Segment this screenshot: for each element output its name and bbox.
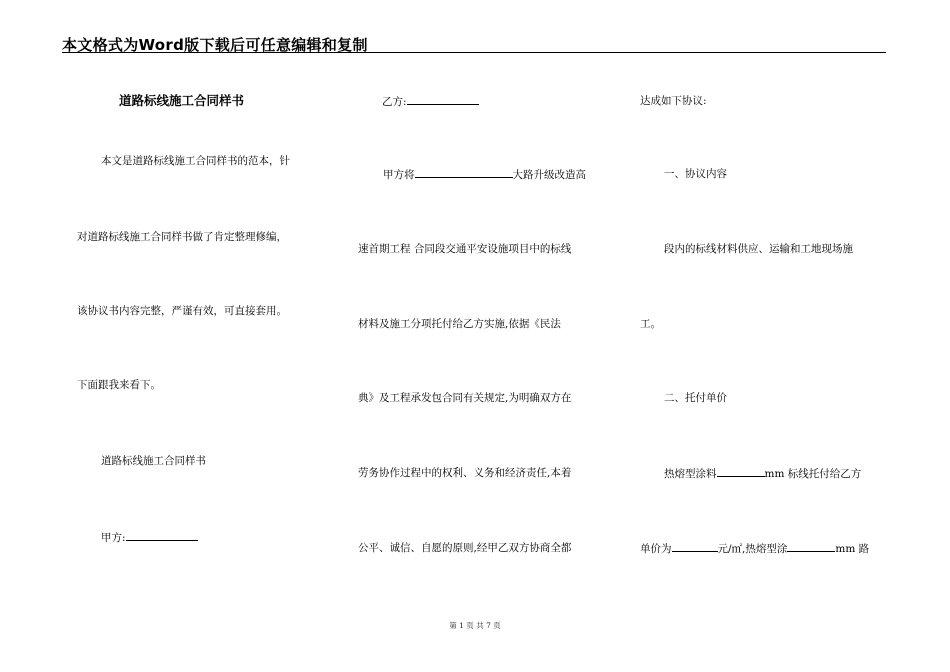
intro-line-1: 本文是道路标线施工合同样书的范本，针 (101, 155, 290, 167)
party-b-blank (407, 94, 479, 105)
intro-line-2: 对道路标线施工合同样书做了肯定整理修编， (77, 231, 287, 243)
section-1-line-1: 段内的标线材料供应、运输和工地现场施 (664, 243, 853, 255)
clause-line-1-post: 大路升级改造高 (512, 169, 586, 181)
unit-price-blank (672, 541, 718, 552)
intro-line-3: 该协议书内容完整，严谨有效，可直接套用。 (77, 305, 287, 317)
party-b-label: 乙方: (382, 96, 407, 108)
clause-line-2: 速首期工程 合同段交通平安设施项目中的标线 (358, 243, 572, 255)
document-header-title: 本文格式为Word版下载后可任意编辑和复制 (62, 36, 368, 54)
section-2-line-1-pre: 热熔型涂料 (664, 468, 717, 480)
section-1-line-2: 工。 (640, 318, 661, 330)
party-a-line (101, 530, 198, 545)
section-2-line-1-post: mm 标线托付给乙方 (764, 468, 862, 480)
section-2-line-2-c: mm 路 (835, 543, 870, 555)
header-divider (62, 52, 886, 53)
clause-line-1-pre: 甲方将 (383, 169, 415, 181)
party-a-blank (126, 530, 198, 541)
clause-line-1 (383, 167, 586, 182)
section-1-heading: 一、协议内容 (664, 168, 727, 180)
page-number: 第 1 页 共 7 页 (449, 621, 501, 630)
intro-line-4: 下面跟我来看下。 (77, 379, 161, 391)
party-b-line (382, 94, 479, 109)
section-2-line-2-b: 元/㎡,热熔型涂 (717, 543, 788, 555)
clause-line-4: 典》及工程承发包合同有关规定,为明确双方在 (358, 392, 572, 404)
document-title: 道路标线施工合同样书 (119, 93, 245, 108)
road-name-blank (415, 167, 513, 178)
agreement-intro: 达成如下协议: (640, 95, 707, 107)
section-2-line-1 (664, 466, 861, 481)
section-2-heading: 二、托付单价 (664, 392, 727, 404)
thickness-blank-2 (787, 541, 835, 552)
clause-line-3: 材料及施工分项托付给乙方实施,依据《民法 (358, 318, 561, 330)
clause-line-5: 劳务协作过程中的权利、义务和经济责任,本着 (358, 467, 572, 479)
clause-line-6: 公平、诚信、自愿的原则,经甲乙双方协商全都 (358, 542, 572, 554)
party-a-label: 甲方: (101, 532, 126, 544)
section-2-line-2-a: 单价为 (640, 543, 672, 555)
section-2-line-2 (640, 541, 869, 556)
thickness-blank-1 (717, 466, 765, 477)
contract-title: 道路标线施工合同样书 (101, 455, 206, 467)
